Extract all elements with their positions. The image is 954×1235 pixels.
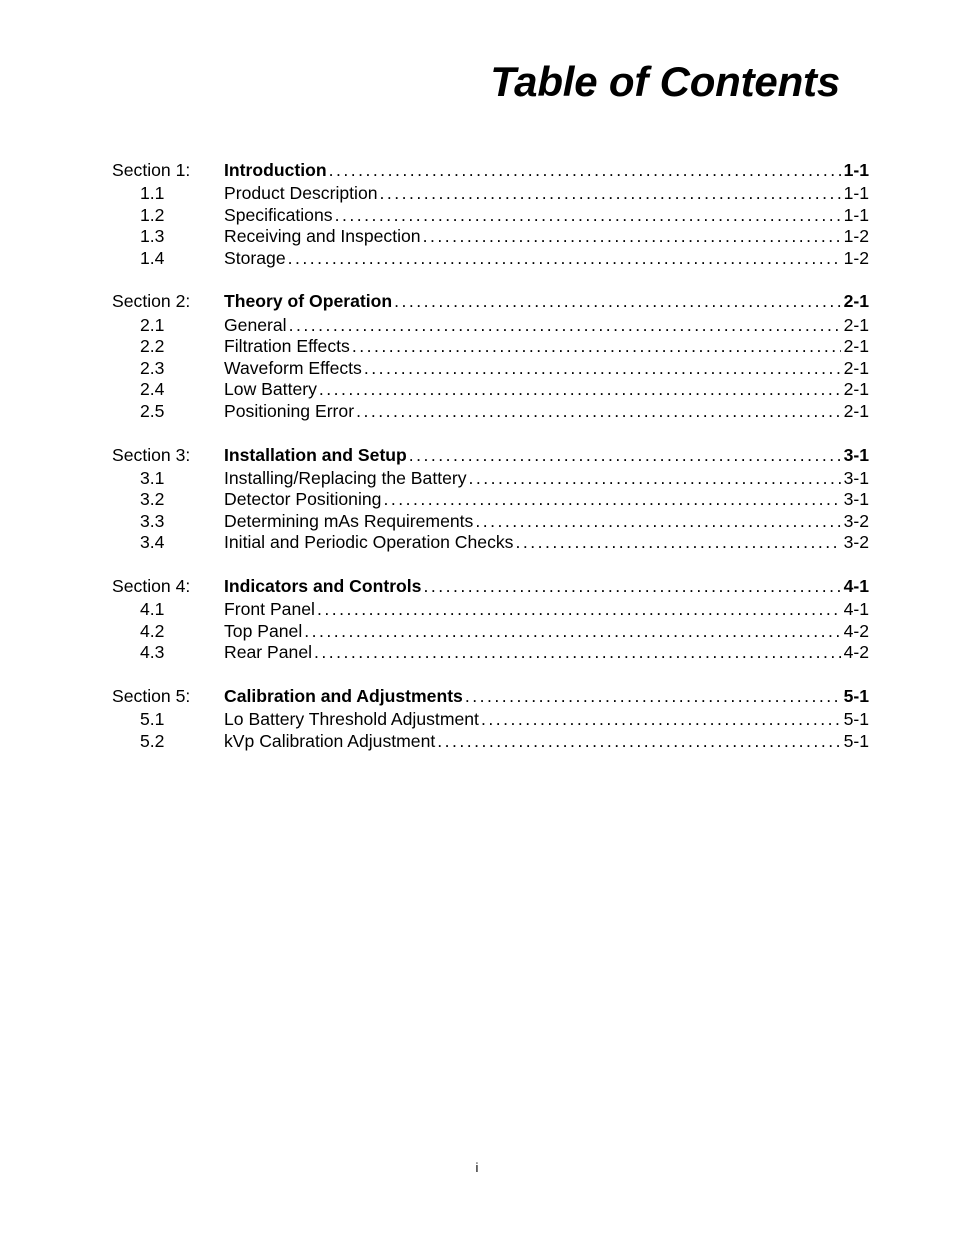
entry-number: 3.4 xyxy=(140,532,165,553)
entry-title: Storage xyxy=(224,247,286,268)
toc-entry[interactable] xyxy=(112,621,869,643)
toc-entry[interactable] xyxy=(112,489,869,511)
section-label: Section 4: xyxy=(112,576,191,596)
table-of-contents xyxy=(112,160,869,774)
toc-entry[interactable] xyxy=(112,183,869,205)
entry-title: Filtration Effects xyxy=(224,336,350,357)
toc-entry[interactable] xyxy=(112,709,869,731)
page-number: 4-2 xyxy=(843,642,869,663)
toc-section-4 xyxy=(112,576,869,664)
entry-number: 5.1 xyxy=(140,708,165,729)
section-title: Calibration and Adjustments xyxy=(224,685,463,706)
toc-entry[interactable] xyxy=(112,336,869,358)
dot-leader xyxy=(304,621,840,643)
entry-number: 1.2 xyxy=(140,204,165,225)
page-number: 3-1 xyxy=(843,444,869,465)
toc-entry[interactable] xyxy=(112,401,869,423)
dot-leader xyxy=(423,576,840,598)
entry-number: 3.1 xyxy=(140,467,165,488)
page-number: 4-2 xyxy=(843,620,869,641)
section-label: Section 5: xyxy=(112,685,191,706)
entry-title: Front Panel xyxy=(224,599,315,620)
page-number: 1-2 xyxy=(843,247,869,268)
dot-leader xyxy=(356,401,841,423)
dot-leader xyxy=(289,315,841,337)
toc-section-1 xyxy=(112,160,869,269)
page-number: 1-2 xyxy=(843,226,869,247)
toc-entry[interactable] xyxy=(112,248,869,270)
dot-leader xyxy=(423,226,841,248)
section-title: Introduction xyxy=(224,160,327,180)
dot-leader xyxy=(317,599,841,621)
entry-title: Determining mAs Requirements xyxy=(224,510,474,531)
dot-leader xyxy=(469,468,841,490)
section-title: Theory of Operation xyxy=(224,291,393,312)
section-title: Indicators and Controls xyxy=(224,576,422,596)
toc-entry[interactable] xyxy=(112,468,869,490)
dot-leader xyxy=(329,160,841,182)
dot-leader xyxy=(394,291,840,313)
page-number: 2-1 xyxy=(843,314,869,335)
entry-number: 2.5 xyxy=(140,400,165,421)
toc-entry[interactable] xyxy=(112,358,869,380)
dot-leader xyxy=(319,379,841,401)
dot-leader xyxy=(475,511,840,533)
section-label: Section 1: xyxy=(112,160,191,180)
toc-entry[interactable] xyxy=(112,379,869,401)
page-number: 3-1 xyxy=(843,467,869,488)
toc-entry[interactable] xyxy=(112,532,869,554)
entry-title: Specifications xyxy=(224,204,333,225)
dot-leader xyxy=(352,336,841,358)
page-number: 1-1 xyxy=(843,204,869,225)
page-number: 1-1 xyxy=(843,160,869,180)
entry-title: Product Description xyxy=(224,183,378,204)
toc-entry[interactable] xyxy=(112,642,869,664)
page-number: 2-1 xyxy=(843,400,869,421)
entry-title: Waveform Effects xyxy=(224,357,362,378)
entry-title: Rear Panel xyxy=(224,642,313,663)
entry-number: 1.1 xyxy=(140,183,165,204)
page-number: 1-1 xyxy=(843,183,869,204)
page-title: Table of Contents xyxy=(490,58,840,105)
entry-number: 2.3 xyxy=(140,357,165,378)
toc-entry[interactable] xyxy=(112,599,869,621)
entry-title: Detector Positioning xyxy=(224,489,382,510)
entry-number: 1.3 xyxy=(140,226,165,247)
dot-leader xyxy=(465,686,841,708)
entry-title: Low Battery xyxy=(224,379,317,400)
entry-title: kVp Calibration Adjustment xyxy=(224,730,436,751)
page-number: 4-1 xyxy=(843,599,869,620)
dot-leader xyxy=(314,642,841,664)
entry-number: 4.1 xyxy=(140,599,165,620)
entry-title: Installing/Replacing the Battery xyxy=(224,467,467,488)
page-number: 4-1 xyxy=(843,576,869,596)
page-footer-number: i xyxy=(475,1160,479,1175)
toc-entry[interactable] xyxy=(112,226,869,248)
dot-leader xyxy=(364,358,841,380)
page-number: 5-1 xyxy=(843,685,869,706)
entry-title: Receiving and Inspection xyxy=(224,226,421,247)
page-number: 2-1 xyxy=(843,336,869,357)
entry-title: Initial and Periodic Operation Checks xyxy=(224,532,514,553)
page-number: 3-1 xyxy=(843,489,869,510)
entry-number: 3.3 xyxy=(140,510,165,531)
page-number: 2-1 xyxy=(843,291,869,312)
page-number: 3-2 xyxy=(843,510,869,531)
page-number: 2-1 xyxy=(843,379,869,400)
dot-leader xyxy=(383,489,840,511)
dot-leader xyxy=(288,248,841,270)
toc-section-heading[interactable] xyxy=(112,291,869,313)
toc-entry[interactable] xyxy=(112,315,869,337)
toc-section-5 xyxy=(112,686,869,752)
entry-number: 3.2 xyxy=(140,489,165,510)
entry-number: 4.2 xyxy=(140,620,165,641)
entry-number: 2.4 xyxy=(140,379,165,400)
dot-leader xyxy=(515,532,840,554)
entry-title: Lo Battery Threshold Adjustment xyxy=(224,708,479,729)
entry-number: 1.4 xyxy=(140,247,165,268)
entry-title: Top Panel xyxy=(224,620,303,641)
toc-section-heading[interactable] xyxy=(112,576,869,598)
toc-entry[interactable] xyxy=(112,205,869,227)
entry-number: 2.1 xyxy=(140,314,165,335)
toc-section-3 xyxy=(112,445,869,554)
entry-title: Positioning Error xyxy=(224,400,355,421)
entry-title: General xyxy=(224,314,287,335)
toc-entry[interactable] xyxy=(112,731,869,753)
dot-leader xyxy=(481,709,841,731)
section-title: Installation and Setup xyxy=(224,444,407,465)
page-number: 2-1 xyxy=(843,357,869,378)
section-label: Section 2: xyxy=(112,291,191,312)
toc-section-heading[interactable] xyxy=(112,160,869,182)
toc-section-2 xyxy=(112,291,869,422)
dot-leader xyxy=(409,445,841,467)
toc-entry[interactable] xyxy=(112,511,869,533)
entry-number: 5.2 xyxy=(140,730,165,751)
entry-number: 2.2 xyxy=(140,336,165,357)
section-label: Section 3: xyxy=(112,444,191,465)
dot-leader xyxy=(335,205,841,227)
page-number: 5-1 xyxy=(843,730,869,751)
page-number: 3-2 xyxy=(843,532,869,553)
entry-number: 4.3 xyxy=(140,642,165,663)
dot-leader xyxy=(380,183,841,205)
dot-leader xyxy=(437,731,840,753)
toc-section-heading[interactable] xyxy=(112,445,869,467)
toc-section-heading[interactable] xyxy=(112,686,869,708)
page-number: 5-1 xyxy=(843,708,869,729)
